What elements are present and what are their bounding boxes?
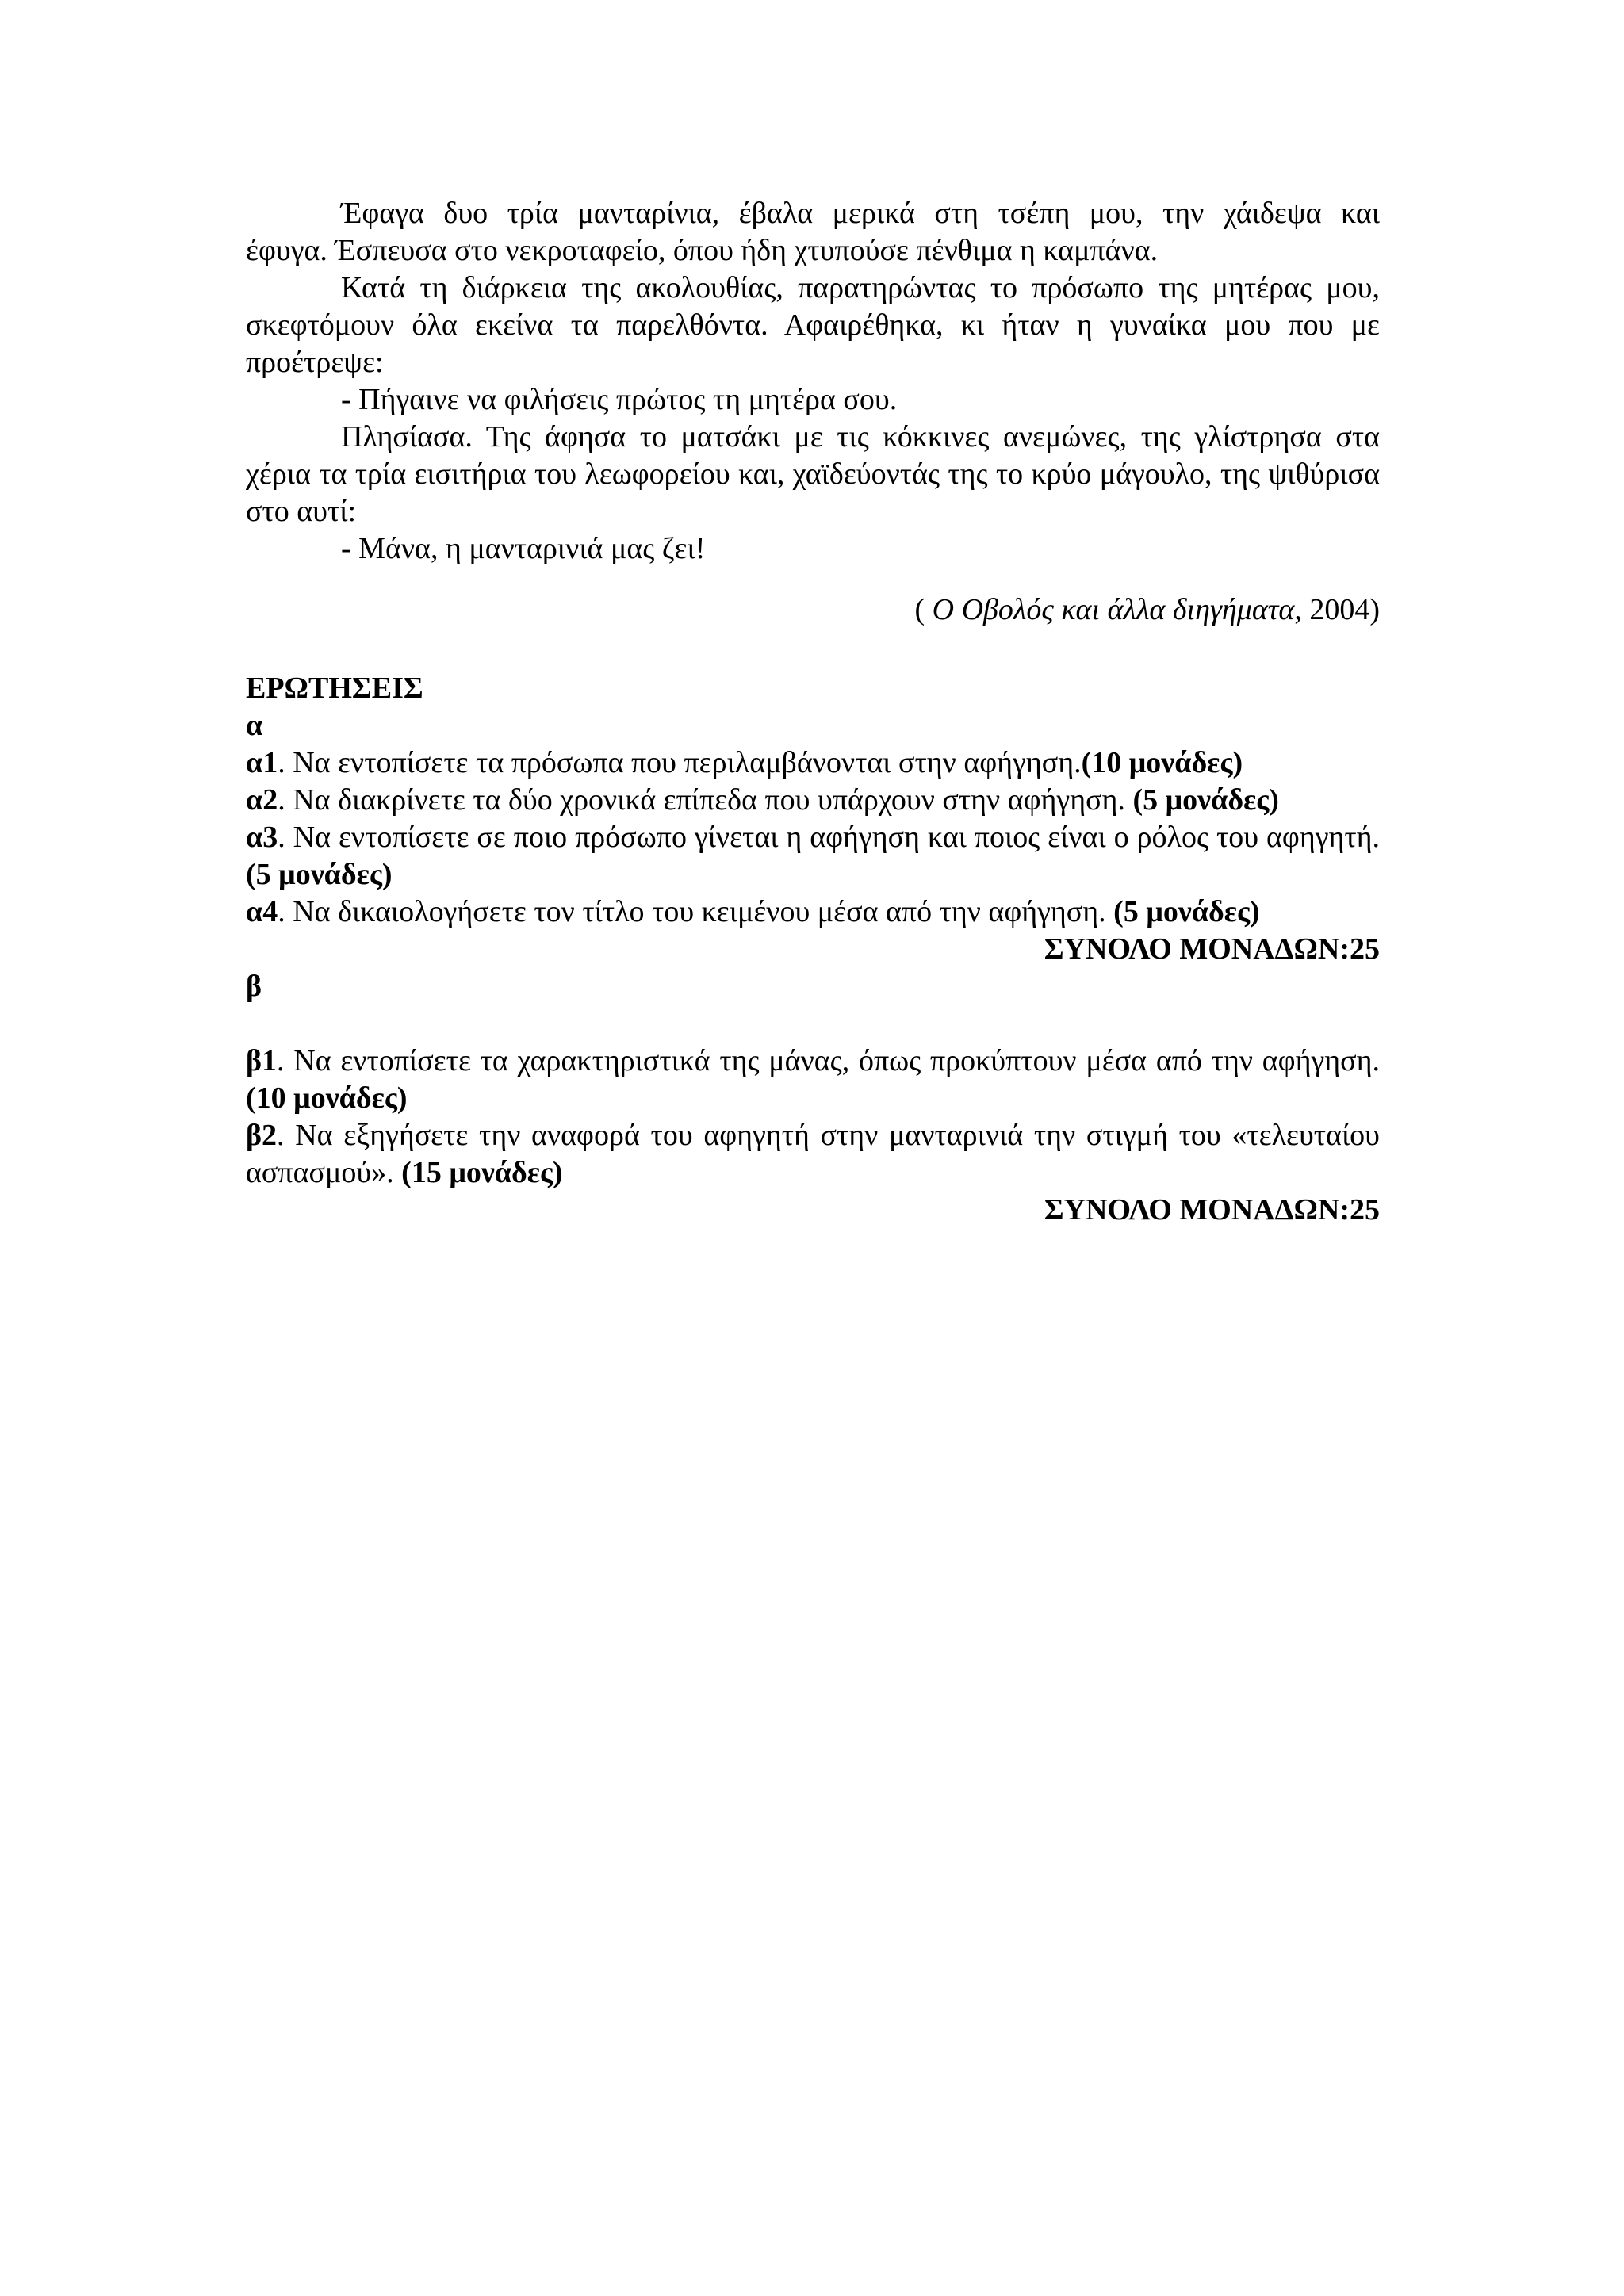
question-text: . Να εντοπίσετε σε ποιο πρόσωπο γίνεται η αφήγηση και ποιος είναι ο ρόλος του αφηγητή.: [278, 821, 1380, 854]
question-text: . Να δικαιολογήσετε τον τίτλο του κειμένου μέσα από την αφήγηση.: [278, 895, 1114, 928]
story-passage: [246, 195, 1380, 568]
questions-section-a: [246, 707, 1380, 968]
document-page: [246, 195, 1380, 1229]
citation-title: Ο Οβολός και άλλα διηγήματα: [932, 593, 1295, 626]
question-id: β2: [246, 1119, 278, 1152]
question-text: . Να εντοπίσετε τα πρόσωπα που περιλαμβάνονται στην αφήγηση.: [278, 746, 1082, 779]
question-a3: [246, 819, 1380, 894]
passage-dialogue-2: - Μάνα, η μανταρινιά μας ζει!: [341, 532, 706, 565]
section-a-label: α: [246, 709, 263, 742]
citation-rest: , 2004): [1294, 593, 1380, 626]
question-points: (10 μονάδες): [1081, 746, 1243, 779]
question-points: (15 μονάδες): [401, 1156, 563, 1189]
question-points: (5 μονάδες): [246, 858, 393, 891]
question-points: (5 μονάδες): [1113, 895, 1260, 928]
question-text: . Να εξηγήσετε την αναφορά του αφηγητή στην μανταρινιά την στιγμή του «τελευταίου ασπασμού».: [246, 1119, 1380, 1189]
questions-section-b: [246, 968, 1380, 1229]
question-text: . Να εντοπίσετε τα χαρακτηριστικά της μάνας, όπως προκύπτουν μέσα από την αφήγηση.: [277, 1044, 1380, 1077]
blank-line: [246, 1005, 1380, 1043]
passage-paragraph-1-line-1: Έφαγα δυο τρία μανταρίνια, έβαλα μερικά στη τσέπη μου, την χάιδεψα και: [341, 197, 1380, 230]
question-a2: [246, 782, 1380, 819]
question-b2: [246, 1117, 1380, 1192]
question-id: β1: [246, 1044, 278, 1077]
question-text: . Να διακρίνετε τα δύο χρονικά επίπεδα που υπάρχουν στην αφήγηση.: [278, 783, 1133, 817]
question-id: α2: [246, 783, 278, 817]
passage-paragraph-1-line-2: έφυγα. Έσπευσα στο νεκροταφείο, όπου ήδη χτυπούσε πένθιμα η καμπάνα.: [246, 234, 1159, 267]
passage-paragraph-2: Κατά τη διάρκεια της ακολουθίας, παρατηρώντας το πρόσωπο της μητέρας μου, σκεφτόμουν όλα εκείνα τα παρελθόντα. Αφαιρέθηκα, κι ήταν η γυναίκα μου που με προέτρεψε:: [246, 271, 1380, 379]
question-points: (5 μονάδες): [1132, 783, 1279, 817]
source-citation: [246, 591, 1380, 629]
section-b-total: ΣΥΝΟΛΟ ΜΟΝΑΔΩΝ:25: [1044, 1193, 1380, 1226]
question-id: α3: [246, 821, 278, 854]
question-a4: [246, 894, 1380, 931]
questions-heading: ΕΡΩΤΗΣΕΙΣ: [246, 672, 423, 705]
passage-dialogue-1: - Πήγαινε να φιλήσεις πρώτος τη μητέρα σου.: [341, 383, 898, 416]
passage-paragraph-3: Πλησίασα. Της άφησα το ματσάκι με τις κόκκινες ανεμώνες, της γλίστρησα στα χέρια τα τρία εισιτήρια του λεωφορείου και, χαϊδεύοντάς της το κρύο μάγουλο, της ψιθύρισα στο αυτί:: [246, 420, 1380, 528]
question-a1: [246, 744, 1380, 782]
section-a-total: ΣΥΝΟΛΟ ΜΟΝΑΔΩΝ:25: [1044, 932, 1380, 966]
section-b-label: β: [246, 970, 262, 1003]
question-points: (10 μονάδες): [246, 1081, 408, 1115]
question-b1: [246, 1043, 1380, 1117]
question-id: α4: [246, 895, 278, 928]
citation-open: (: [914, 593, 933, 626]
question-id: α1: [246, 746, 278, 779]
